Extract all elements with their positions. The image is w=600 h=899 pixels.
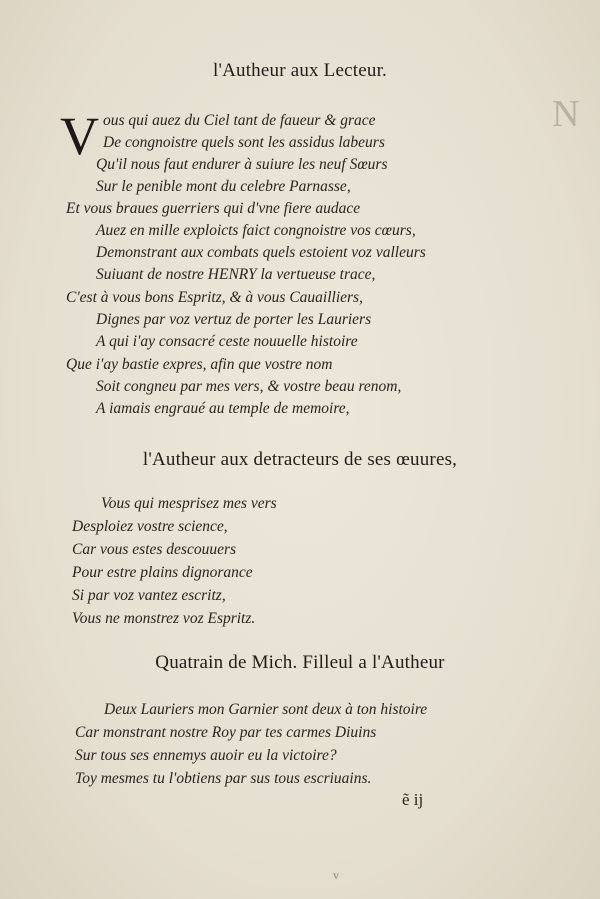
poem1-line: Et vous braues guerriers qui d'vne fiere audace (66, 200, 361, 217)
poem1-line: ous qui auez du Ciel tant de faueur & grace (103, 112, 376, 129)
poem1-line: Soit congneu par mes vers, & vostre beau renom, (96, 378, 402, 395)
poem2-line: Si par voz vantez escritz, (72, 587, 226, 604)
poem3-line: Car monstrant nostre Roy par tes carmes Diuins (75, 724, 377, 741)
poem1-line: De congnoistre quels sont les assidus labeurs (103, 134, 385, 151)
bottom-mark: v (333, 868, 339, 882)
poem2-line: Desploiez vostre science, (72, 518, 228, 535)
poem1-line: Auez en mille exploicts faict congnoistre vos cœurs, (96, 222, 416, 239)
poem2-line: Vous qui mesprisez mes vers (101, 495, 277, 512)
bleed-through-letter: N (552, 93, 580, 135)
heading-to-detractors: l'Autheur aux detracteurs de ses œuures, (142, 449, 458, 470)
poem1-line: C'est à vous bons Espritz, & à vous Cauailliers, (66, 289, 363, 306)
poem2-line: Car vous estes descouuers (72, 541, 237, 558)
poem1-line: Dignes par voz vertuz de porter les Lauriers (96, 311, 372, 328)
heading-to-reader: l'Autheur aux Lecteur. (212, 60, 387, 81)
poem3-line: Sur tous ses ennemys auoir eu la victoire? (75, 747, 337, 764)
poem1-line: A qui i'ay consacré ceste nouuelle histoire (96, 333, 358, 350)
poem1-line: Qu'il nous faut endurer à suiure les neuf Sœurs (96, 156, 388, 173)
poem1-line: A iamais engraué au temple de memoire, (96, 400, 350, 417)
poem1-line: Sur le penible mont du celebre Parnasse, (96, 178, 351, 195)
signature-mark: ẽ ij (402, 790, 424, 809)
poem3-line: Toy mesmes tu l'obtiens par sus tous escriuains. (75, 770, 372, 787)
poem2-line: Pour estre plains dignorance (72, 564, 253, 581)
poem2-line: Vous ne monstrez voz Espritz. (72, 610, 256, 627)
poem3-line: Deux Lauriers mon Garnier sont deux à ton histoire (104, 701, 428, 718)
poem1-line: Suiuant de nostre HENRY la vertueuse trace, (96, 266, 376, 283)
drop-cap-initial: V (60, 106, 99, 166)
poem1-line: Que i'ay bastie expres, afin que vostre nom (66, 356, 333, 373)
poem1-line: Demonstrant aux combats quels estoient voz valleurs (96, 244, 426, 261)
heading-quatrain: Quatrain de Mich. Filleul a l'Autheur (155, 652, 445, 673)
